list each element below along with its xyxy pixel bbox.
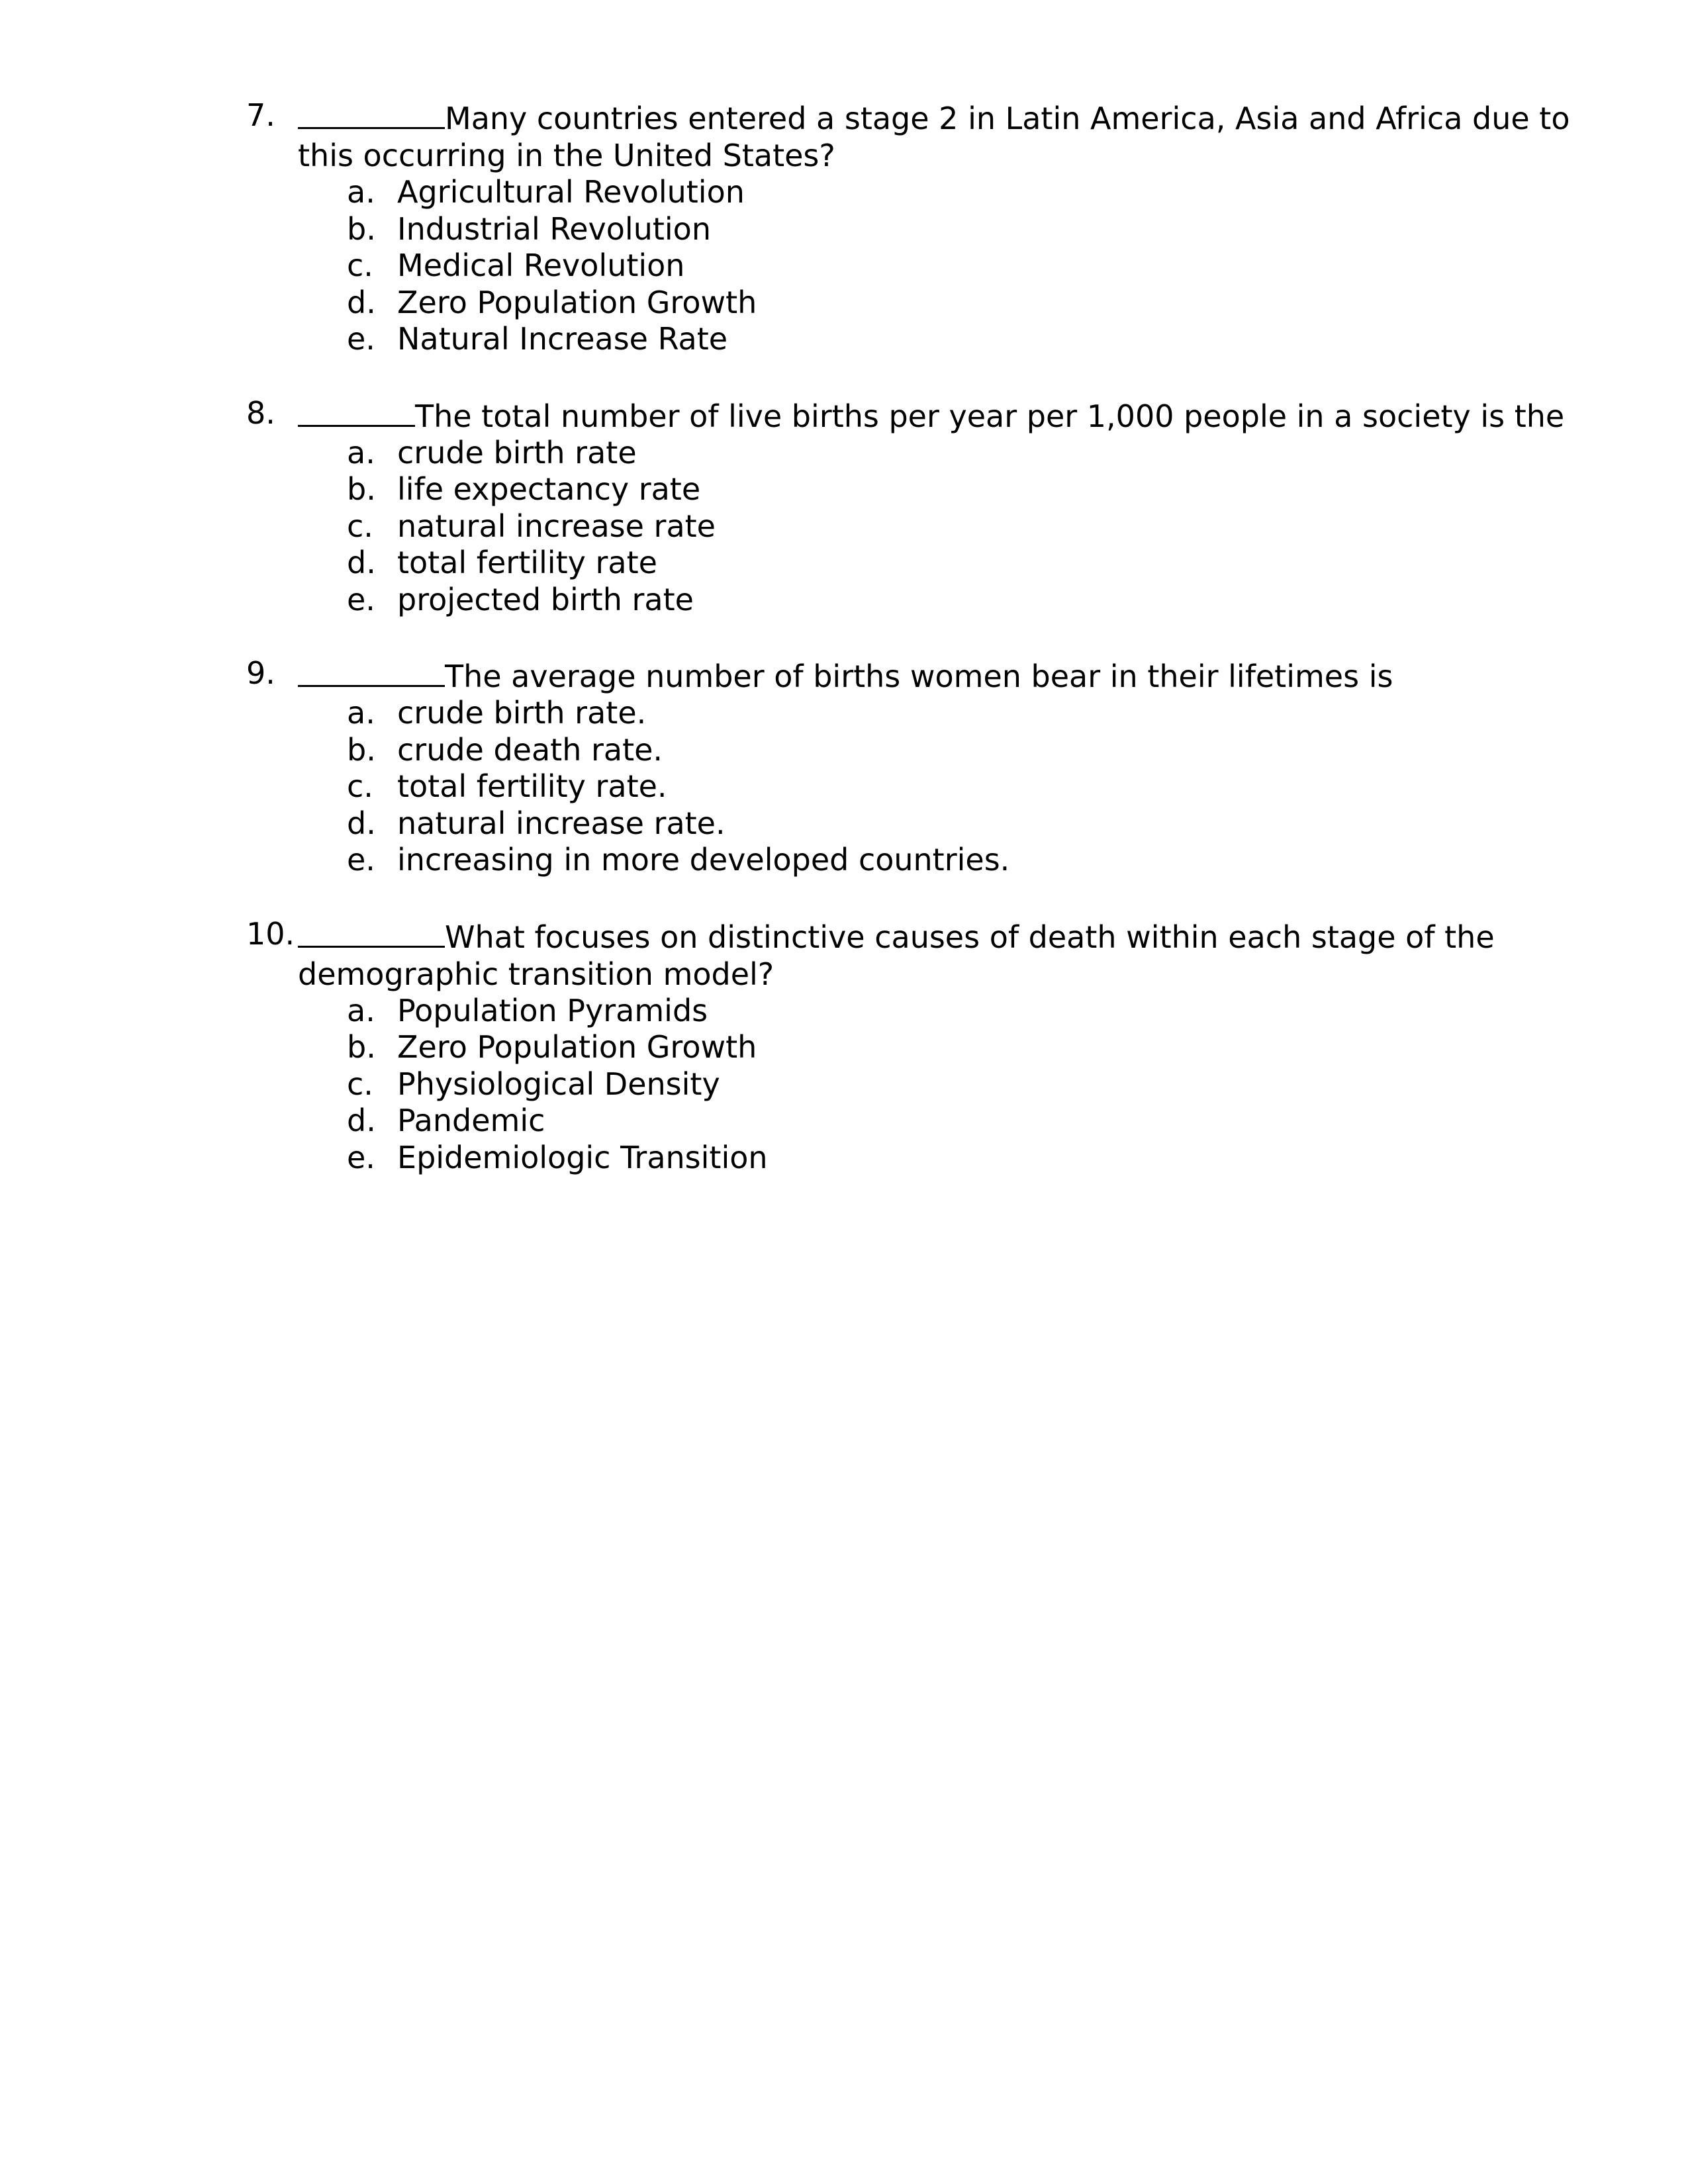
answer-blank[interactable] [298,915,445,948]
option-letter: e. [347,321,375,357]
option-item [298,732,1583,769]
question-number: 7. [246,97,275,133]
question-item [246,97,1583,358]
option-item [298,993,1583,1030]
option-text: natural increase rate. [397,805,726,841]
option-letter: c. [347,508,373,544]
option-letter: b. [347,210,376,247]
option-text: projected birth rate [397,581,694,617]
option-text: life expectancy rate [397,471,701,507]
question-item [246,915,1583,1177]
option-item [298,248,1583,285]
option-text: Medical Revolution [397,248,685,283]
option-letter: a. [347,992,375,1028]
option-text: crude birth rate [397,434,637,471]
question-text [298,915,1583,993]
option-item [298,1066,1583,1103]
option-text: Epidemiologic Transition [397,1139,768,1175]
option-letter: c. [347,768,373,804]
question-list [246,97,1583,1212]
option-item [298,768,1583,805]
option-text: Industrial Revolution [397,210,711,247]
option-letter: e. [347,842,375,878]
question-number: 10. [246,915,295,952]
option-item [298,695,1583,732]
option-list [298,174,1583,358]
option-letter: a. [347,434,375,471]
option-letter: b. [347,731,376,768]
option-text: total fertility rate. [397,768,667,804]
option-item [298,508,1583,545]
question-text [298,97,1583,174]
option-item [298,582,1583,619]
option-text: total fertility rate [397,545,657,580]
option-letter: e. [347,1139,375,1175]
question-prompt: The total number of live births per year per 1,000 people in a society is the [415,398,1565,434]
option-item [298,805,1583,842]
option-letter: b. [347,1029,376,1065]
answer-blank[interactable] [298,394,415,427]
option-text: increasing in more developed countries. [397,842,1010,878]
option-letter: c. [347,1066,373,1102]
question-text [298,394,1583,435]
question-prompt: What focuses on distinctive causes of death within each stage of the demographic transition model? [298,919,1495,992]
question-item [246,394,1583,619]
answer-blank[interactable] [298,97,445,129]
option-text: Physiological Density [397,1066,720,1102]
option-item [298,435,1583,472]
option-text: Agricultural Revolution [397,174,745,210]
option-list [298,993,1583,1177]
option-item [298,285,1583,322]
option-text: Pandemic [397,1103,545,1138]
option-list [298,435,1583,619]
answer-blank[interactable] [298,655,445,687]
option-item [298,1103,1583,1140]
option-item [298,211,1583,248]
option-item [298,174,1583,211]
option-text: Zero Population Growth [397,284,757,320]
question-prompt: Many countries entered a stage 2 in Latin America, Asia and Africa due to this occurring in the United States? [298,101,1570,173]
option-item [298,471,1583,508]
option-letter: d. [347,805,376,841]
question-text [298,655,1583,695]
question-item [246,655,1583,879]
option-text: crude birth rate. [397,695,647,731]
option-letter: a. [347,174,375,210]
option-letter: d. [347,284,376,320]
option-letter: c. [347,248,373,283]
question-number: 9. [246,655,275,691]
option-letter: b. [347,471,376,507]
option-item [298,842,1583,879]
option-text: natural increase rate [397,508,716,544]
question-number: 8. [246,394,275,431]
option-text: Natural Increase Rate [397,321,728,357]
option-item [298,545,1583,582]
option-item [298,1140,1583,1177]
option-letter: e. [347,581,375,617]
option-letter: d. [347,545,376,580]
option-text: Population Pyramids [397,992,708,1028]
option-text: crude death rate. [397,731,663,768]
option-letter: d. [347,1103,376,1138]
question-prompt: The average number of births women bear in their lifetimes is [445,659,1393,694]
option-text: Zero Population Growth [397,1029,757,1065]
option-letter: a. [347,695,375,731]
option-list [298,695,1583,879]
option-item [298,321,1583,358]
option-item [298,1029,1583,1066]
